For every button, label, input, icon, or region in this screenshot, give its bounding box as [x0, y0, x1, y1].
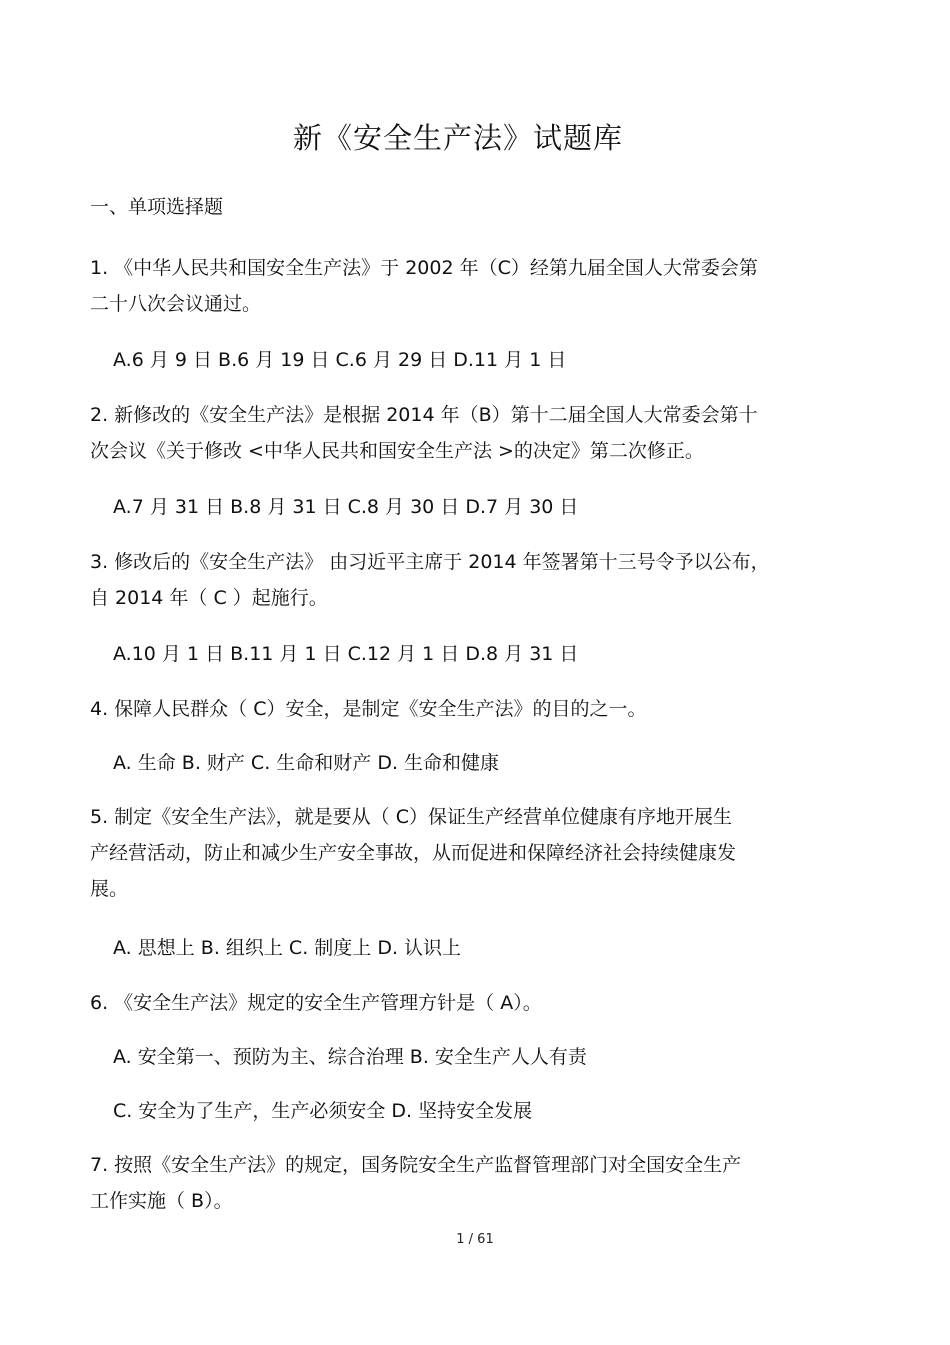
question-5-options: A. 思想上 B. 组织上 C. 制度上 D. 认识上 — [113, 937, 462, 959]
question-line: 6. 《安全生产法》规定的安全生产管理方针是（ A）。 — [90, 992, 542, 1014]
question-line: 工作实施（ B）。 — [90, 1190, 233, 1212]
question-line: 3. 修改后的《安全生产法》 由习近平主席于 2014 年签署第十三号令予以公布， — [90, 551, 770, 573]
question-3-options: A.10 月 1 日 B.11 月 1 日 C.12 月 1 日 D.8 月 31 日 — [113, 643, 579, 665]
question-line: 1. 《中华人民共和国安全生产法》于 2002 年（C）经第九届全国人大常委会第 — [90, 257, 758, 279]
question-5 — [90, 799, 736, 907]
question-line: 自 2014 年（ C ）起施行。 — [90, 587, 328, 609]
question-3 — [90, 544, 770, 616]
question-line: 4. 保障人民群众（ C）安全，是制定《安全生产法》的目的之一。 — [90, 698, 647, 720]
question-2 — [90, 397, 758, 469]
question-1-options: A.6 月 9 日 B.6 月 19 日 C.6 月 29 日 D.11 月 1 日 — [113, 349, 567, 371]
question-6-option-line: C. 安全为了生产，生产必须安全 D. 坚持安全发展 — [113, 1100, 533, 1122]
page-number: 1 / 61 — [456, 1232, 494, 1247]
question-1 — [90, 250, 758, 322]
question-7 — [90, 1147, 741, 1219]
question-line: 次会议《关于修改 <中华人民共和国安全生产法 >的决定》第二次修正。 — [90, 440, 704, 462]
question-6 — [90, 985, 542, 1021]
section-heading: 一、单项选择题 — [90, 196, 224, 218]
question-6-option-line: A. 安全第一、预防为主、综合治理 B. 安全生产人人有责 — [113, 1046, 587, 1068]
question-line: 7. 按照《安全生产法》的规定，国务院安全生产监督管理部门对全国安全生产 — [90, 1154, 742, 1176]
question-line: 展。 — [90, 878, 129, 900]
question-line: 产经营活动，防止和减少生产安全事故，从而促进和保障经济社会持续健康发 — [90, 842, 737, 864]
question-2-options: A.7 月 31 日 B.8 月 31 日 C.8 月 30 日 D.7 月 30 日 — [113, 496, 579, 518]
question-4 — [90, 691, 646, 727]
question-line: 2. 新修改的《安全生产法》是根据 2014 年（B）第十二届全国人大常委会第十 — [90, 404, 758, 426]
question-line: 5. 制定《安全生产法》，就是要从（ C）保证生产经营单位健康有序地开展生 — [90, 806, 732, 828]
question-4-options: A. 生命 B. 财产 C. 生命和财产 D. 生命和健康 — [113, 752, 500, 774]
document-title: 新《安全生产法》试题库 — [292, 121, 623, 155]
question-line: 二十八次会议通过。 — [90, 293, 262, 315]
